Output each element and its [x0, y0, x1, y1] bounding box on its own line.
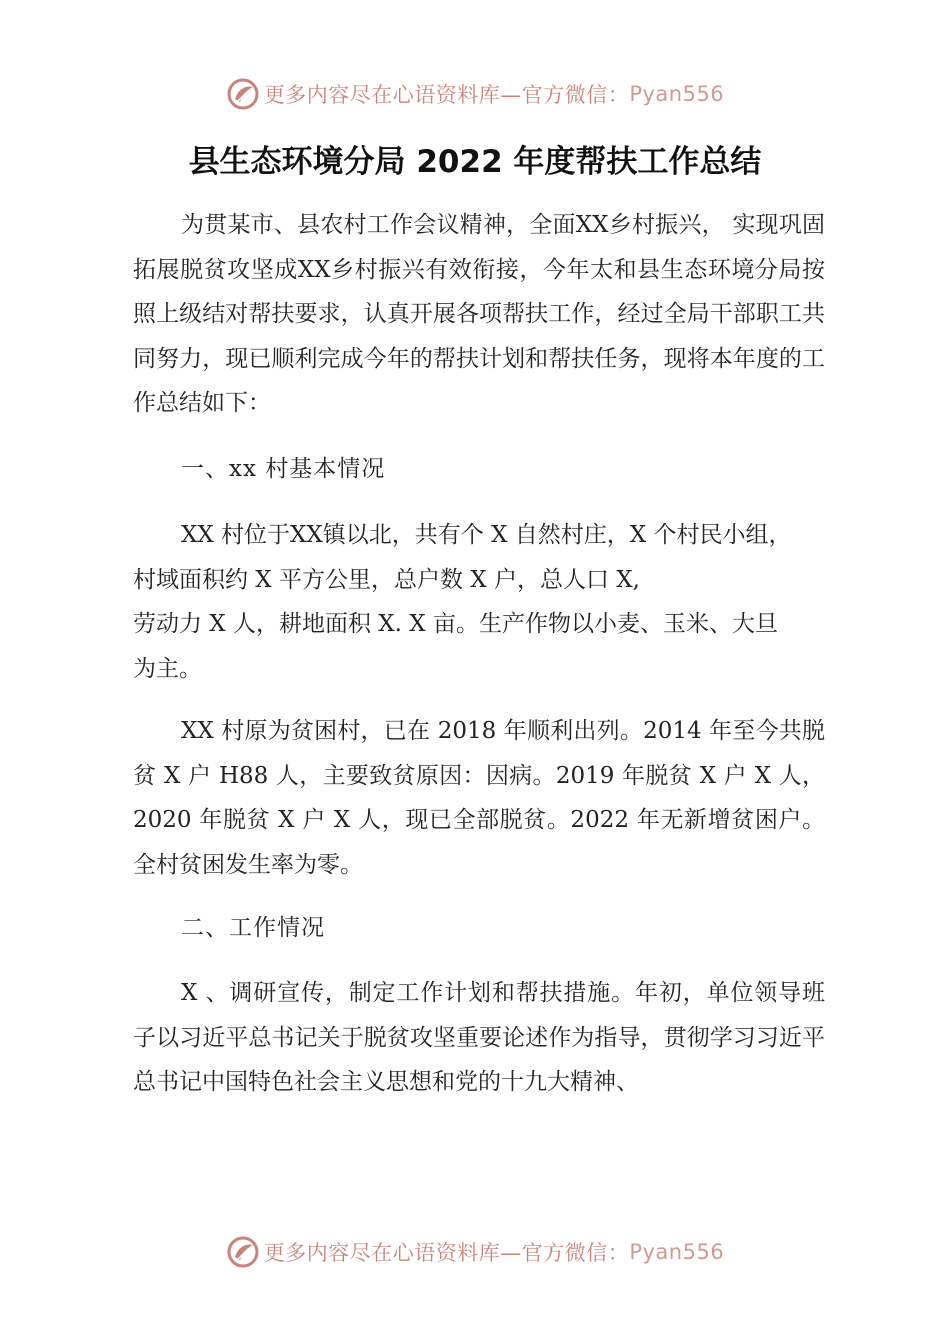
watermark-banner-top [0, 72, 950, 116]
watermark-text: 更多内容尽在心语资料库—官方微信： [263, 83, 630, 107]
section-1-paragraph-2: XX 村原为贫困村，已在 2018 年顺利出列。2014 年至今共脱贫 X 户 H88 人，主要致贫原因：因病。2019 年脱贫 X 户 X 人，2020 年脱贫 X 户 X 人，现已全部脱贫。2022 年无新增贫困户。全村贫困发生率为零。 [133, 718, 825, 878]
intro-paragraph: 为贯某市、县农村工作会议精神，全面XX乡村振兴， 实现巩固拓展脱贫攻坚成XX乡村振兴有效衔接，今年太和县生态环境分局按照上级结对帮扶要求，认真开展各项帮扶工作，经过全局干部职工共同努力，现已顺利完成今年的帮扶计划和帮扶任务，现将本年度的工作总结如下： [133, 212, 825, 416]
brand-logo-icon [226, 1235, 260, 1269]
section-1-paragraph-1 [133, 513, 825, 691]
brand-logo-icon [226, 77, 260, 111]
section-2-heading: 二、工作情况 [181, 915, 325, 941]
watermark-text: 更多内容尽在心语资料库—官方微信： [263, 1241, 630, 1265]
paragraph-line: 劳动力 X 人，耕地面积 X. X 亩。生产作物以小麦、玉米、大旦 [133, 611, 778, 637]
document-title: 县生态环境分局 2022 年度帮扶工作总结 [188, 144, 762, 180]
section-2-paragraph-1: X 、调研宣传，制定工作计划和帮扶措施。年初，单位领导班子以习近平总书记关于脱贫攻坚重要论述作为指导，贯彻学习习近平总书记中国特色社会主义思想和党的十九大精神、 [133, 980, 825, 1095]
watermark-banner-bottom [0, 1230, 950, 1274]
paragraph-line: 村域面积约 X 平方公里，总户数 X 户，总人口 X, [133, 566, 640, 593]
paragraph-line: XX 村位于XX镇以北，共有个 X 自然村庄，X 个村民小组， [181, 522, 792, 548]
paragraph-line: 为主。 [133, 655, 202, 682]
section-1-heading: 一、xx 村基本情况 [181, 456, 386, 482]
watermark-wechat-id: Pyan556 [629, 1240, 725, 1264]
watermark-wechat-id: Pyan556 [629, 82, 725, 106]
